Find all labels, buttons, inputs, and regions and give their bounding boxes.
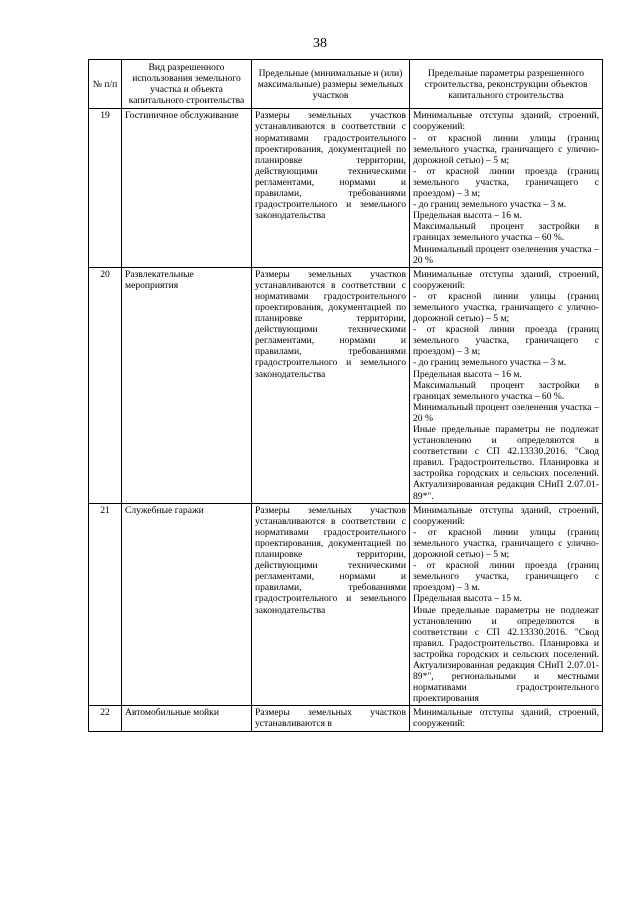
header-construction-params: Предельные параметры разрешенного строительства, реконструкции объектов капитального строительства <box>410 60 603 109</box>
plot-size-text: Размеры земельных участков устанавливаются в <box>252 706 410 731</box>
permitted-use: Гостиничное обслуживание <box>122 109 252 267</box>
param-line: Предельная высота – 16 м. <box>413 210 522 222</box>
param-line: Максимальный процент застройки в границах земельного участка – 60 %. <box>413 221 599 244</box>
permitted-use: Служебные гаражи <box>122 503 252 706</box>
param-line: - от красной линии проезда (границ земельного участка, граничащего с проездом) – 3 м; <box>413 324 599 358</box>
param-line: - от красной линии улицы (границ земельного участка, граничащего с улично-дорожной сетью) – 5 м; <box>413 290 599 325</box>
row-number: 19 <box>89 109 122 267</box>
plot-size-text: Размеры земельных участков устанавливаются в соответствии с нормативами градостроительного проектирования, документацией по планировке территории, действующими техническими регламентами, нормами и правилами, требованиями градостроительного и земельного законодательства <box>252 503 410 706</box>
param-line: Минимальный процент озеленения участка – 20 % <box>413 243 599 266</box>
permitted-use: Автомобильные мойки <box>122 706 252 731</box>
param-line: Минимальные отступы зданий, строений, сооружений: <box>413 707 599 730</box>
table-row <box>89 109 603 267</box>
param-line: - до границ земельного участка – 3 м. <box>413 357 567 369</box>
param-line: Максимальный процент застройки в границах земельного участка – 60 %. <box>413 379 599 402</box>
param-line: Предельная высота – 16 м. <box>413 368 522 380</box>
param-line: - от красной линии улицы (границ земельного участка, граничащего с улично-дорожной сетью) – 5 м; <box>413 132 599 166</box>
param-line: Предельная высота – 15 м. <box>413 593 522 605</box>
construction-params <box>410 706 603 731</box>
construction-params <box>410 503 603 706</box>
param-line: Минимальный процент озеленения участка – 20 % <box>413 401 599 424</box>
param-line: Иные предельные параметры не подлежат установлению и определяются в соответствии с СП 42.13330.2016. "Свод правил. Градостроительство. Планировка и застройка городских и сельских поселений. Актуализированная редакция СНиП 2.07.01-89*", региональными и местными нормативами градостроительного проектирования <box>413 604 599 705</box>
param-line: - от красной линии проезда (границ земельного участка, граничащего с проездом) – 3 м. <box>413 560 599 594</box>
param-line: - от красной линии улицы (границ земельного участка, граничащего с улично-дорожной сетью) – 5 м; <box>413 526 599 561</box>
header-permitted-use: Вид разрешенного использования земельного участка и объекта капитального строительства <box>122 60 252 109</box>
plot-size-text: Размеры земельных участков устанавливаются в соответствии с нормативами градостроительного проектирования, документацией по планировке территории, действующими техническими регламентами, нормами и правилами, требованиями градостроительного и земельного законодательства <box>252 109 410 267</box>
param-line: - от красной линии проезда (границ земельного участка, граничащего с проездом) – 3 м; <box>413 165 599 200</box>
header-number: № п/п <box>89 60 122 109</box>
param-line: Минимальные отступы зданий, строений, сооружений: <box>413 110 599 133</box>
construction-params <box>410 109 603 267</box>
row-number: 22 <box>89 706 122 731</box>
param-line: Иные предельные параметры не подлежат установлению и определяются в соответствии с СП 42.13330.2016. "Свод правил. Градостроительство. Планировка и застройка городских и сельских поселений. Актуализированная редакция СНиП 2.07.01-89*". <box>413 424 599 502</box>
param-line: Минимальные отступы зданий, строений, сооружений: <box>413 504 599 527</box>
param-line: Минимальные отступы зданий, строений, сооружений: <box>413 268 599 291</box>
table-row <box>89 267 603 503</box>
table-body <box>89 109 603 731</box>
page-number: 38 <box>313 36 327 51</box>
table-header-row <box>89 60 603 109</box>
construction-params <box>410 267 603 503</box>
row-number: 20 <box>89 267 122 503</box>
regulations-table <box>88 59 603 732</box>
table-row <box>89 503 603 706</box>
permitted-use: Развлекательные мероприятия <box>122 267 252 503</box>
plot-size-text: Размеры земельных участков устанавливаются в соответствии с нормативами градостроительного проектирования, документацией по планировке территории, действующими техническими регламентами, нормами и правилами, требованиями градостроительного и земельного законодательства <box>252 267 410 503</box>
row-number: 21 <box>89 503 122 706</box>
param-line: - до границ земельного участка – 3 м. <box>413 199 567 211</box>
header-plot-size: Предельные (минимальные и (или) максимальные) размеры земельных участков <box>252 60 410 109</box>
table-row <box>89 706 603 731</box>
